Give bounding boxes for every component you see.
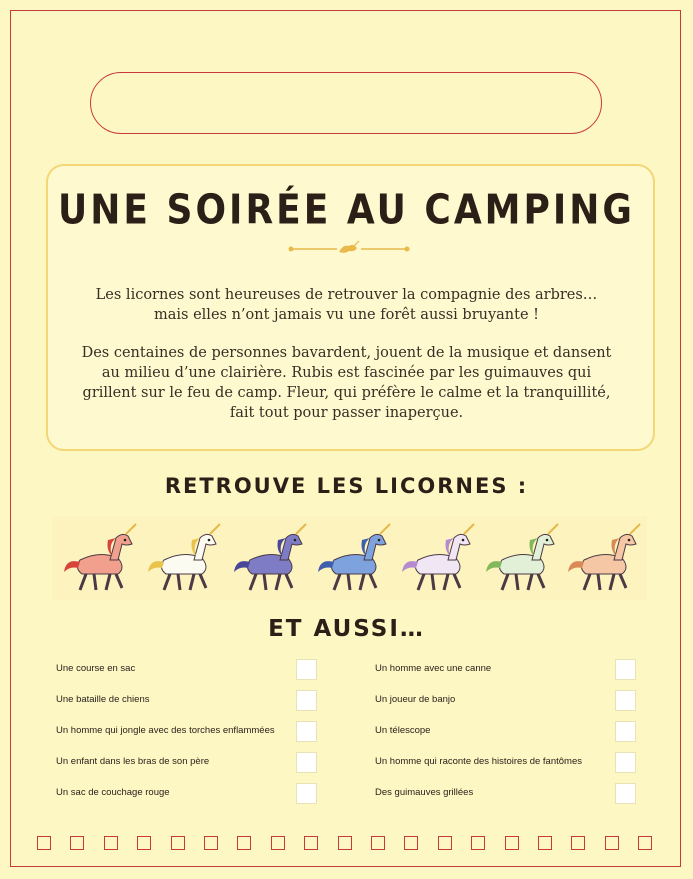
progress-box <box>438 836 452 850</box>
progress-box <box>137 836 151 850</box>
unicorn-7 <box>564 520 644 596</box>
progress-box <box>638 836 652 850</box>
checklist-item-left-1 <box>56 659 318 683</box>
checklist-label: Un sac de couchage rouge <box>56 787 170 798</box>
progress-box <box>605 836 619 850</box>
checklist-label: Un homme qui jongle avec des torches enflammées <box>56 725 275 736</box>
unicorn-1 <box>60 520 140 596</box>
progress-box <box>571 836 585 850</box>
progress-box <box>37 836 51 850</box>
unicorn-6 <box>482 520 562 596</box>
unicorn-2 <box>144 520 224 596</box>
story-paragraph-1: Les licornes sont heureuses de retrouver la compagnie des arbres… mais elles n’ont jamais vu une forêt aussi bruyante ! <box>95 287 598 323</box>
checklist-item-left-2 <box>56 690 318 714</box>
progress-box <box>538 836 552 850</box>
checklist-checkbox[interactable] <box>615 752 636 773</box>
checklist-label: Des guimauves grillées <box>375 787 474 798</box>
progress-box <box>371 836 385 850</box>
unicorn-3 <box>230 520 310 596</box>
progress-box <box>304 836 318 850</box>
checklist-item-right-5 <box>375 783 637 807</box>
checklist-item-right-1 <box>375 659 637 683</box>
progress-boxes-row <box>37 836 657 852</box>
progress-box <box>171 836 185 850</box>
story-title: UNE SOIRÉE AU CAMPING <box>58 186 635 235</box>
progress-box <box>204 836 218 850</box>
progress-box <box>70 836 84 850</box>
progress-box <box>471 836 485 850</box>
checklist-item-left-4 <box>56 752 318 776</box>
checklist-checkbox[interactable] <box>296 690 317 711</box>
also-heading: ET AUSSI… <box>268 616 425 642</box>
checklist-checkbox[interactable] <box>615 659 636 680</box>
checklist-checkbox[interactable] <box>296 783 317 804</box>
unicorn-4 <box>314 520 394 596</box>
checklist-label: Un homme qui raconte des histoires de fantômes <box>375 756 582 767</box>
checklist-checkbox[interactable] <box>615 783 636 804</box>
story-paragraph-2: Des centaines de personnes bavardent, jouent de la musique et dansent au milieu d’une clairière. Rubis est fascinée par les guimauves qui grillent sur le feu de camp. Fleur, qui préfère le calme et la tranquillité, fait tout pour passer inaperçue. <box>81 345 612 421</box>
progress-box <box>338 836 352 850</box>
find-unicorns-heading: RETROUVE LES LICORNES : <box>164 474 529 498</box>
checklist-item-right-3 <box>375 721 637 745</box>
title-frame <box>90 72 602 134</box>
checklist-checkbox[interactable] <box>615 690 636 711</box>
checklist-checkbox[interactable] <box>296 752 317 773</box>
checklist-item-right-4 <box>375 752 637 776</box>
checklist-item-left-3 <box>56 721 318 745</box>
progress-box <box>404 836 418 850</box>
ornament-divider <box>287 240 411 258</box>
unicorn-5 <box>398 520 478 596</box>
checklist-label: Un homme avec une canne <box>375 663 492 674</box>
progress-box <box>104 836 118 850</box>
checklist-item-left-5 <box>56 783 318 807</box>
checklist-label: Un télescope <box>375 725 431 736</box>
checklist-checkbox[interactable] <box>296 721 317 742</box>
checklist-checkbox[interactable] <box>615 721 636 742</box>
checklist-checkbox[interactable] <box>296 659 317 680</box>
checklist-label: Un joueur de banjo <box>375 694 456 705</box>
progress-box <box>271 836 285 850</box>
unicorn-strip <box>52 516 647 600</box>
checklist-label: Un enfant dans les bras de son père <box>56 756 210 767</box>
checklist-label: Une course en sac <box>56 663 136 674</box>
checklist-label: Une bataille de chiens <box>56 694 150 705</box>
progress-box <box>237 836 251 850</box>
progress-box <box>505 836 519 850</box>
checklist-item-right-2 <box>375 690 637 714</box>
